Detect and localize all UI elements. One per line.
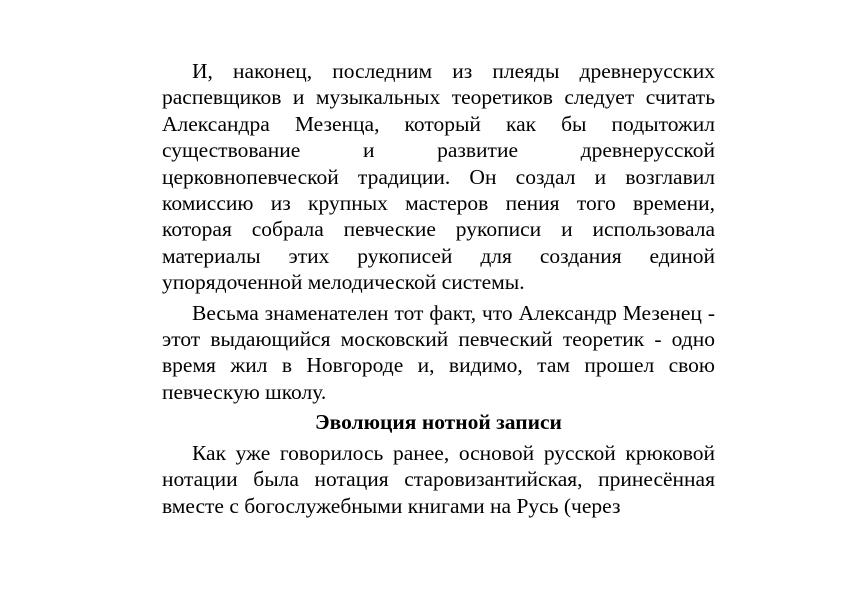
paragraph-mezenets-novgorod: Весьма знаменателен тот факт, что Александр Мезенец - этот выдающийся московский певческий теоретик - одно время жил в Новгороде и, видимо, там прошел свою певческую школу. xyxy=(162,300,715,404)
paragraph-mezenets-intro: И, наконец, последним из плеяды древнерусских распевщиков и музыкальных теоретиков следует считать Александра Мезенца, который как бы подытожил существование и развитие древнерусской церковнопевческой традиции. Он создал и возглавил комиссию из крупных мастеров пения того времени, которая собрала певческие рукописи и использовала материалы этих рукописей для создания единой упорядоченной мелодической системы. xyxy=(162,59,715,295)
paragraph-notation: Как уже говорилось ранее, основой русской крюковой нотации была нотация старовизантийская, принесённая вместе с богослужебными книгами на Русь (через xyxy=(162,440,715,518)
document-page xyxy=(162,58,715,519)
section-heading: Эволюция нотной записи xyxy=(315,410,562,435)
